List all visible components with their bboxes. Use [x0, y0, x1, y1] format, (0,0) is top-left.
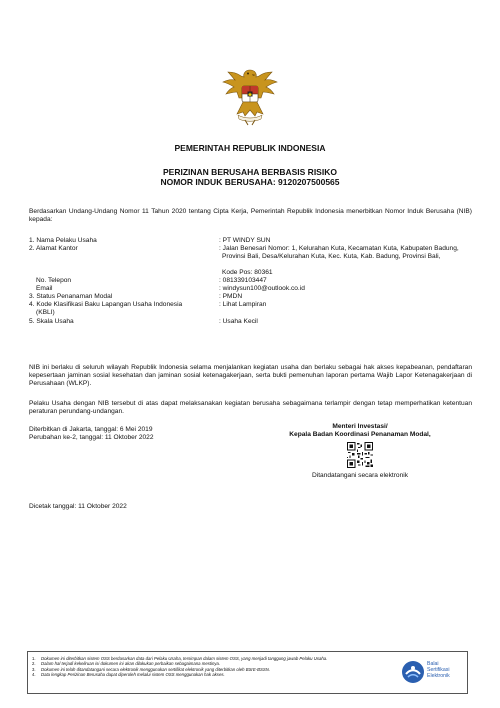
bsre-line: Balai	[427, 661, 439, 667]
kbli-value: : Lihat Lampiran	[219, 301, 267, 308]
document-title: PERIZINAN BERUSAHA BERBASIS RISIKO	[163, 167, 337, 177]
office-address-value: : Jalan Benesari Nomor: 1, Kelurahan Kuta, Kecamatan Kuta, Kabupaten Badung, Provinsi Bali, Desa/Kelurahan Kuta, Kec. Kuta, Kab. Badung, Provinsi Bali,	[219, 245, 459, 260]
bsre-line: Elektronik	[427, 673, 450, 679]
note-text: Data lengkap Perizinan Berusaha dapat diperoleh melalui sistem OSS menggunakan hak akses.	[41, 671, 225, 677]
business-scale-value: : Usaha Kecil	[219, 318, 258, 325]
intro-paragraph: Berdasarkan Undang-Undang Nomor 11 Tahun 2020 tentang Cipta Kerja, Pemerintah Republik Indonesia menerbitkan Nomor Induk Berusaha (NIB) kepada:	[29, 208, 472, 223]
kbli-label: 4. Kode Klasifikasi Baku Lapangan Usaha Indonesia	[29, 301, 183, 308]
email-value: : windysun100@outlook.co.id	[219, 285, 305, 292]
note-number: 1.	[32, 656, 36, 661]
government-heading: PEMERINTAH REPUBLIK INDONESIA	[174, 143, 326, 153]
print-date: Dicetak tanggal: 11 Oktober 2022	[29, 503, 127, 510]
investment-status-value: : PMDN	[219, 293, 243, 300]
business-scale-label: 5. Skala Usaha	[29, 318, 74, 325]
bsre-label	[427, 661, 450, 679]
business-name-label: 1. Nama Pelaku Usaha	[29, 237, 97, 244]
footer-note	[32, 672, 402, 677]
kbli-label-abbr: (KBLI)	[36, 309, 55, 316]
bsre-logo	[401, 660, 465, 686]
postal-code-value: Kode Pos: 80361	[222, 269, 273, 276]
electronic-signature-note: Ditandatangani secara elektronik	[311, 472, 409, 479]
investment-status-label: 3. Status Penanaman Modal	[29, 293, 113, 300]
office-address-label: 2. Alamat Kantor	[29, 245, 78, 252]
bsre-emblem-icon	[401, 660, 425, 684]
phone-value: : 081339103447	[219, 277, 267, 284]
business-name-value: : PT WINDY SUN	[219, 237, 271, 244]
nib-number: NOMOR INDUK BERUSAHA: 9120207500565	[160, 177, 340, 187]
validity-paragraph: NIB ini berlaku di seluruh wilayah Republik Indonesia selama menjalankan kegiatan usaha dan berlaku sebagai hak akses kepabeanan, pendaftaran kepesertaan jaminan sosial kesehatan dan jaminan sosial ketenagakerjaan, serta bukti pemenuhan laporan pertama Wajib Lapor Ketenagakerjaan di Perusahaan (WLKP).	[29, 364, 472, 387]
signatory-office: Kepala Badan Koordinasi Penanaman Modal,	[289, 431, 431, 438]
phone-label: No. Telepon	[36, 277, 72, 284]
note-text: Dokumen ini telah ditandatangani secara elektronik menggunakan sertifikat elektronik yang diterbitkan oleh BSrE-BSSN.	[41, 666, 271, 672]
signatory-title: Menteri Investasi/	[332, 423, 388, 430]
footer-notes-box	[27, 651, 468, 694]
garuda-emblem	[219, 64, 281, 126]
amendment-date: Perubahan ke-2, tanggal: 11 Oktober 2022	[29, 434, 154, 441]
issued-date: Diterbitkan di Jakarta, tanggal: 6 Mei 2019	[29, 426, 153, 433]
note-text: Dalam hal terjadi kekeliruan isi dokumen ini akan dilakukan perbaikan sebagaimana mestinya.	[41, 661, 221, 667]
activity-paragraph: Pelaku Usaha dengan NIB tersebut di atas dapat melaksanakan kegiatan berusaha sebagaimana terlampir dengan tetap memperhatikan ketentuan peraturan perundang-undangan.	[29, 400, 472, 415]
note-number: 2.	[32, 661, 36, 667]
bsre-line: Sertifikasi	[427, 667, 450, 673]
qr-code	[347, 442, 373, 468]
note-number: 3.	[32, 666, 36, 672]
email-label: Email	[36, 285, 53, 292]
note-number: 4.	[32, 671, 36, 677]
note-text: Dokumen ini diterbitkan sistem OSS berdasarkan data dari Pelaku Usaha, tersimpan dalam sistem OSS, yang menjadi tanggung jawab Pelaku Usaha.	[41, 656, 328, 661]
footer-notes-list	[32, 656, 402, 677]
